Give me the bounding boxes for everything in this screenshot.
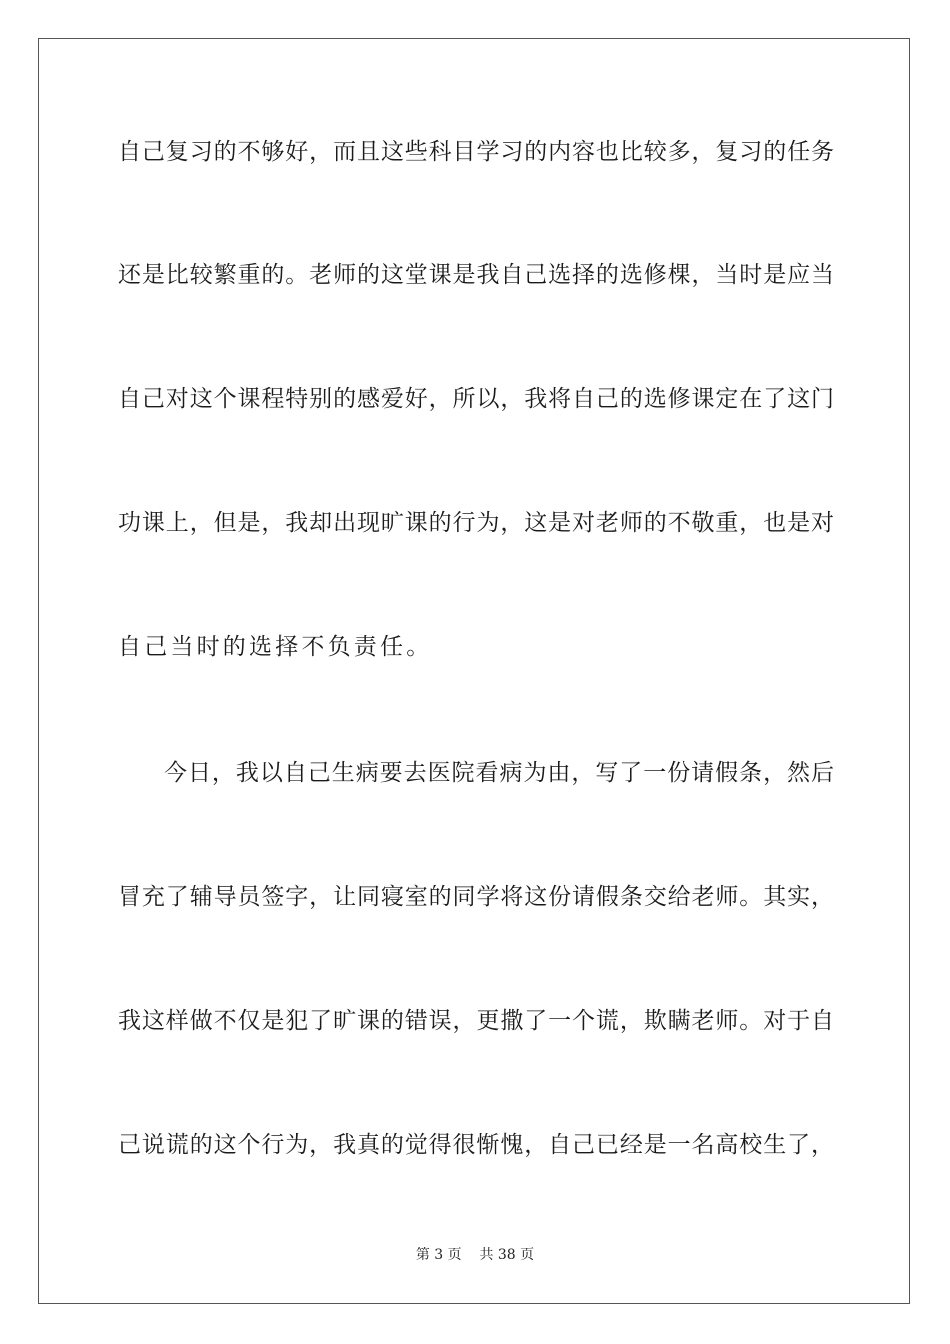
text-line-7: 冒充了辅导员签字，让同寝室的同学将这份请假条交给老师。其实， <box>118 884 834 910</box>
text-line-9: 己说谎的这个行为，我真的觉得很惭愧，自己已经是一名高校生了， <box>118 1132 834 1158</box>
page-footer <box>0 1246 950 1264</box>
page-frame <box>38 38 910 1304</box>
text-line-6: 今日，我以自己生病要去医院看病为由，写了一份请假条，然后 <box>164 760 834 786</box>
text-line-5: 自己当时的选择不负责任。 <box>118 634 433 660</box>
text-line-1: 自己复习的不够好，而且这些科目学习的内容也比较多，复习的任务 <box>118 139 834 165</box>
text-line-2: 还是比较繁重的。老师的这堂课是我自己选择的选修棵，当时是应当 <box>118 262 834 288</box>
text-line-4: 功课上，但是，我却出现旷课的行为，这是对老师的不敬重，也是对 <box>118 510 834 536</box>
footer-spacer <box>462 1247 480 1263</box>
total-pages: 共 38 页 <box>479 1247 535 1263</box>
text-line-8: 我这样做不仅是犯了旷课的错误，更撒了一个谎，欺瞒老师。对于自 <box>118 1008 834 1034</box>
text-line-3: 自己对这个课程特别的感爱好，所以，我将自己的选修课定在了这门 <box>118 386 834 412</box>
current-page-number: 第 3 页 <box>415 1247 462 1263</box>
